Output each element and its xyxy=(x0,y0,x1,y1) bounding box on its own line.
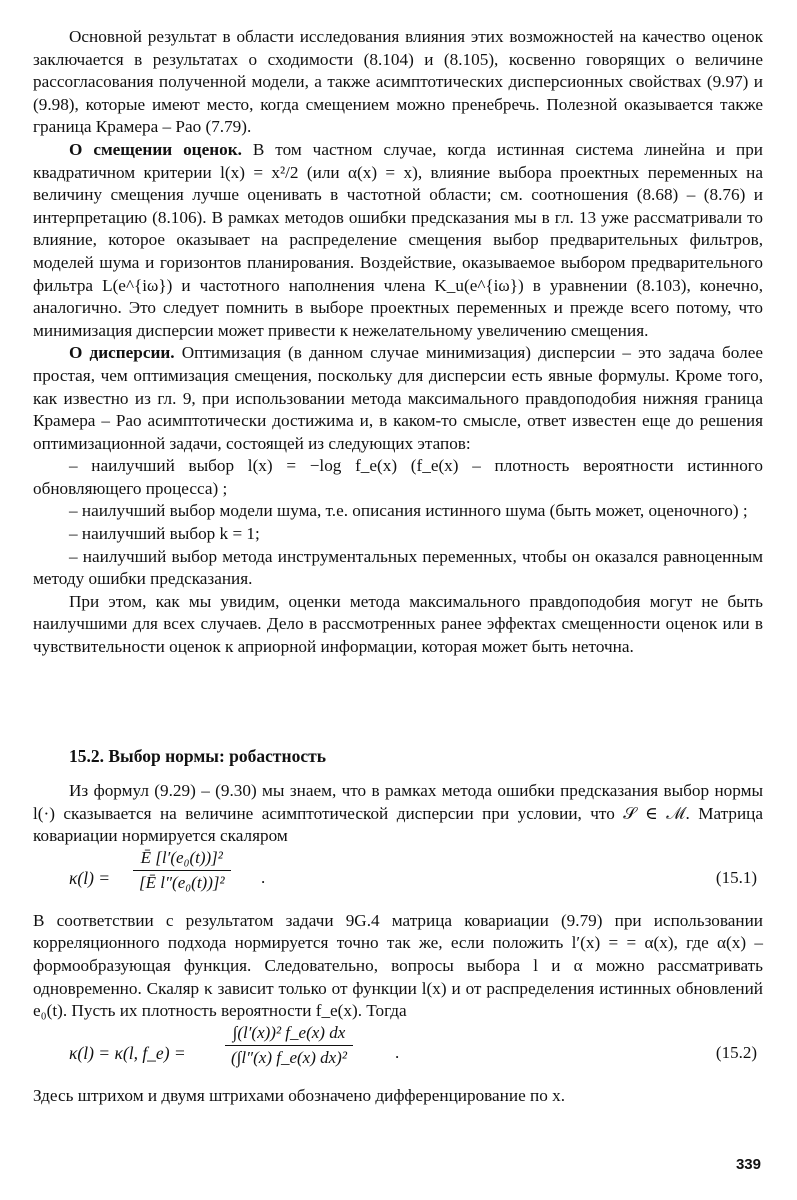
paragraph-correlation: В соответствии с результатом задачи 9G.4 матрица ковариации (9.79) при использовании корреляционного подхода нормируется точно так же, если положить l′(x) = = α(x), где α(x) – формообразующая функция. Следовательно, вопросы выбора l и α можно рассматривать одновременно. Скаляр κ зависит только от функции l(x) и от распределения истинных обновлений e₀(t). Пусть их плотность вероятности f_e(x). Тогда xyxy=(33,910,763,1021)
lower-text xyxy=(33,780,763,1107)
upper-text xyxy=(33,26,763,659)
paragraph-intro: Основной результат в области исследования влияния этих возможностей на качество оценок заключается в результатах о сходимости (8.104) и (8.105), косвенно говорящих о величине рассогласования полученной модели, а также асимптотических дисперсионных свойствах (9.97) и (9.98), которые имеют место, когда смещением можно пренебречь. Полезной оказывается также граница Крамера – Рао (7.79). xyxy=(33,27,763,137)
eq2-numerator: ∫(l′(x))² f_e(x) dx xyxy=(225,1023,353,1046)
list-item: – наилучший выбор l(x) = −log f_e(x) (f_e(x) – плотность вероятности истинного обновляющего процесса) ; xyxy=(33,456,763,498)
list-item: – наилучший выбор метода инструментальных переменных, чтобы он оказался равноценным методу ошибки предсказания. xyxy=(33,546,763,589)
equation-15-1 xyxy=(33,848,763,910)
paragraph-derivatives: Здесь штрихом и двумя штрихами обозначено дифференцирование по x. xyxy=(33,1085,565,1105)
eq1-denominator: [Ē l″(e₀(t))]² xyxy=(139,872,225,892)
eq2-label: (15.2) xyxy=(715,1042,757,1062)
bias-text: В том частном случае, когда истинная система линейна и при квадратичном критерии l(x) = x²/2 (или α(x) = x), влияние выбора проектных переменных на величину смещения лучше оценивать в частотной области; см. соотношения (8.68) – (8.76) и интерпретацию (8.106). В рамках методов ошибки предсказания мы в гл. 13 уже рассматривали то влияние, которое оказывает на распределение смещения выбор предварительных фильтров, моделей шума и горизонтов планирования. Воздействие, оказываемое выбором предварительного фильтра L(e^{iω}) и частотного наполнения члена K_u(e^{iω}) в уравнении (8.103), конечно, аналогично. Это следует помнить в выборе проектных переменных и прежде всего потому, что минимизация дисперсии может привести к нежелательному увеличению смещения. xyxy=(33,139,763,340)
variance-text: Оптимизация (в данном случае минимизация) дисперсии – это задача более простая, чем оптимизация смещения, поскольку для дисперсии есть явные формулы. Кроме того, как известно из гл. 9, при использовании метода максимального правдоподобия нижняя граница Крамера – Рао асимптотически достижима и, в каком-то смысле, ответ известен еще до решения оптимизационной задачи, состоящей из следующих этапов: xyxy=(33,343,763,453)
eq2-fraction xyxy=(225,1023,353,1068)
eq1-numerator: Ē [l′(e₀(t))]² xyxy=(133,848,231,871)
eq2-lhs: κ(l) = κ(l, f_e) = xyxy=(69,1042,186,1063)
paragraph-ml-note: При этом, как мы увидим, оценки метода максимального правдоподобия могут не быть наилучшими для всех случаев. Дело в рассмотренных ранее эффектах смещенности оценок или в чувствительности оценок к априорной информации, которая может быть неточна. xyxy=(33,591,763,657)
paragraph-bias xyxy=(33,139,763,342)
list-item: – наилучший выбор k = 1; xyxy=(69,524,260,544)
variance-heading: О дисперсии. xyxy=(69,343,175,363)
eq1-fraction xyxy=(133,848,231,893)
page-number: 339 xyxy=(735,1156,761,1173)
paragraph-variance xyxy=(33,342,763,455)
eq1-lhs: κ(l) = xyxy=(69,867,111,888)
eq1-period: . xyxy=(261,867,266,887)
bias-heading: О смещении оценок. xyxy=(69,139,242,159)
eq1-label: (15.1) xyxy=(715,867,757,887)
eq2-denominator: (∫l″(x) f_e(x) dx)² xyxy=(231,1047,347,1067)
eq2-period: . xyxy=(395,1042,400,1062)
paragraph-norm: Из формул (9.29) – (9.30) мы знаем, что в рамках метода ошибки предсказания выбор нормы l(·) сказывается на величине асимптотической дисперсии при условии, что 𝒮 ∈ ℳ. Матрица ковариации нормируется скаляром xyxy=(33,781,763,846)
equation-15-2 xyxy=(33,1023,763,1085)
section-title: 15.2. Выбор нормы: робастность xyxy=(69,746,326,766)
list-item: – наилучший выбор модели шума, т.е. описания истинного шума (быть может, оценочного) ; xyxy=(69,501,748,521)
